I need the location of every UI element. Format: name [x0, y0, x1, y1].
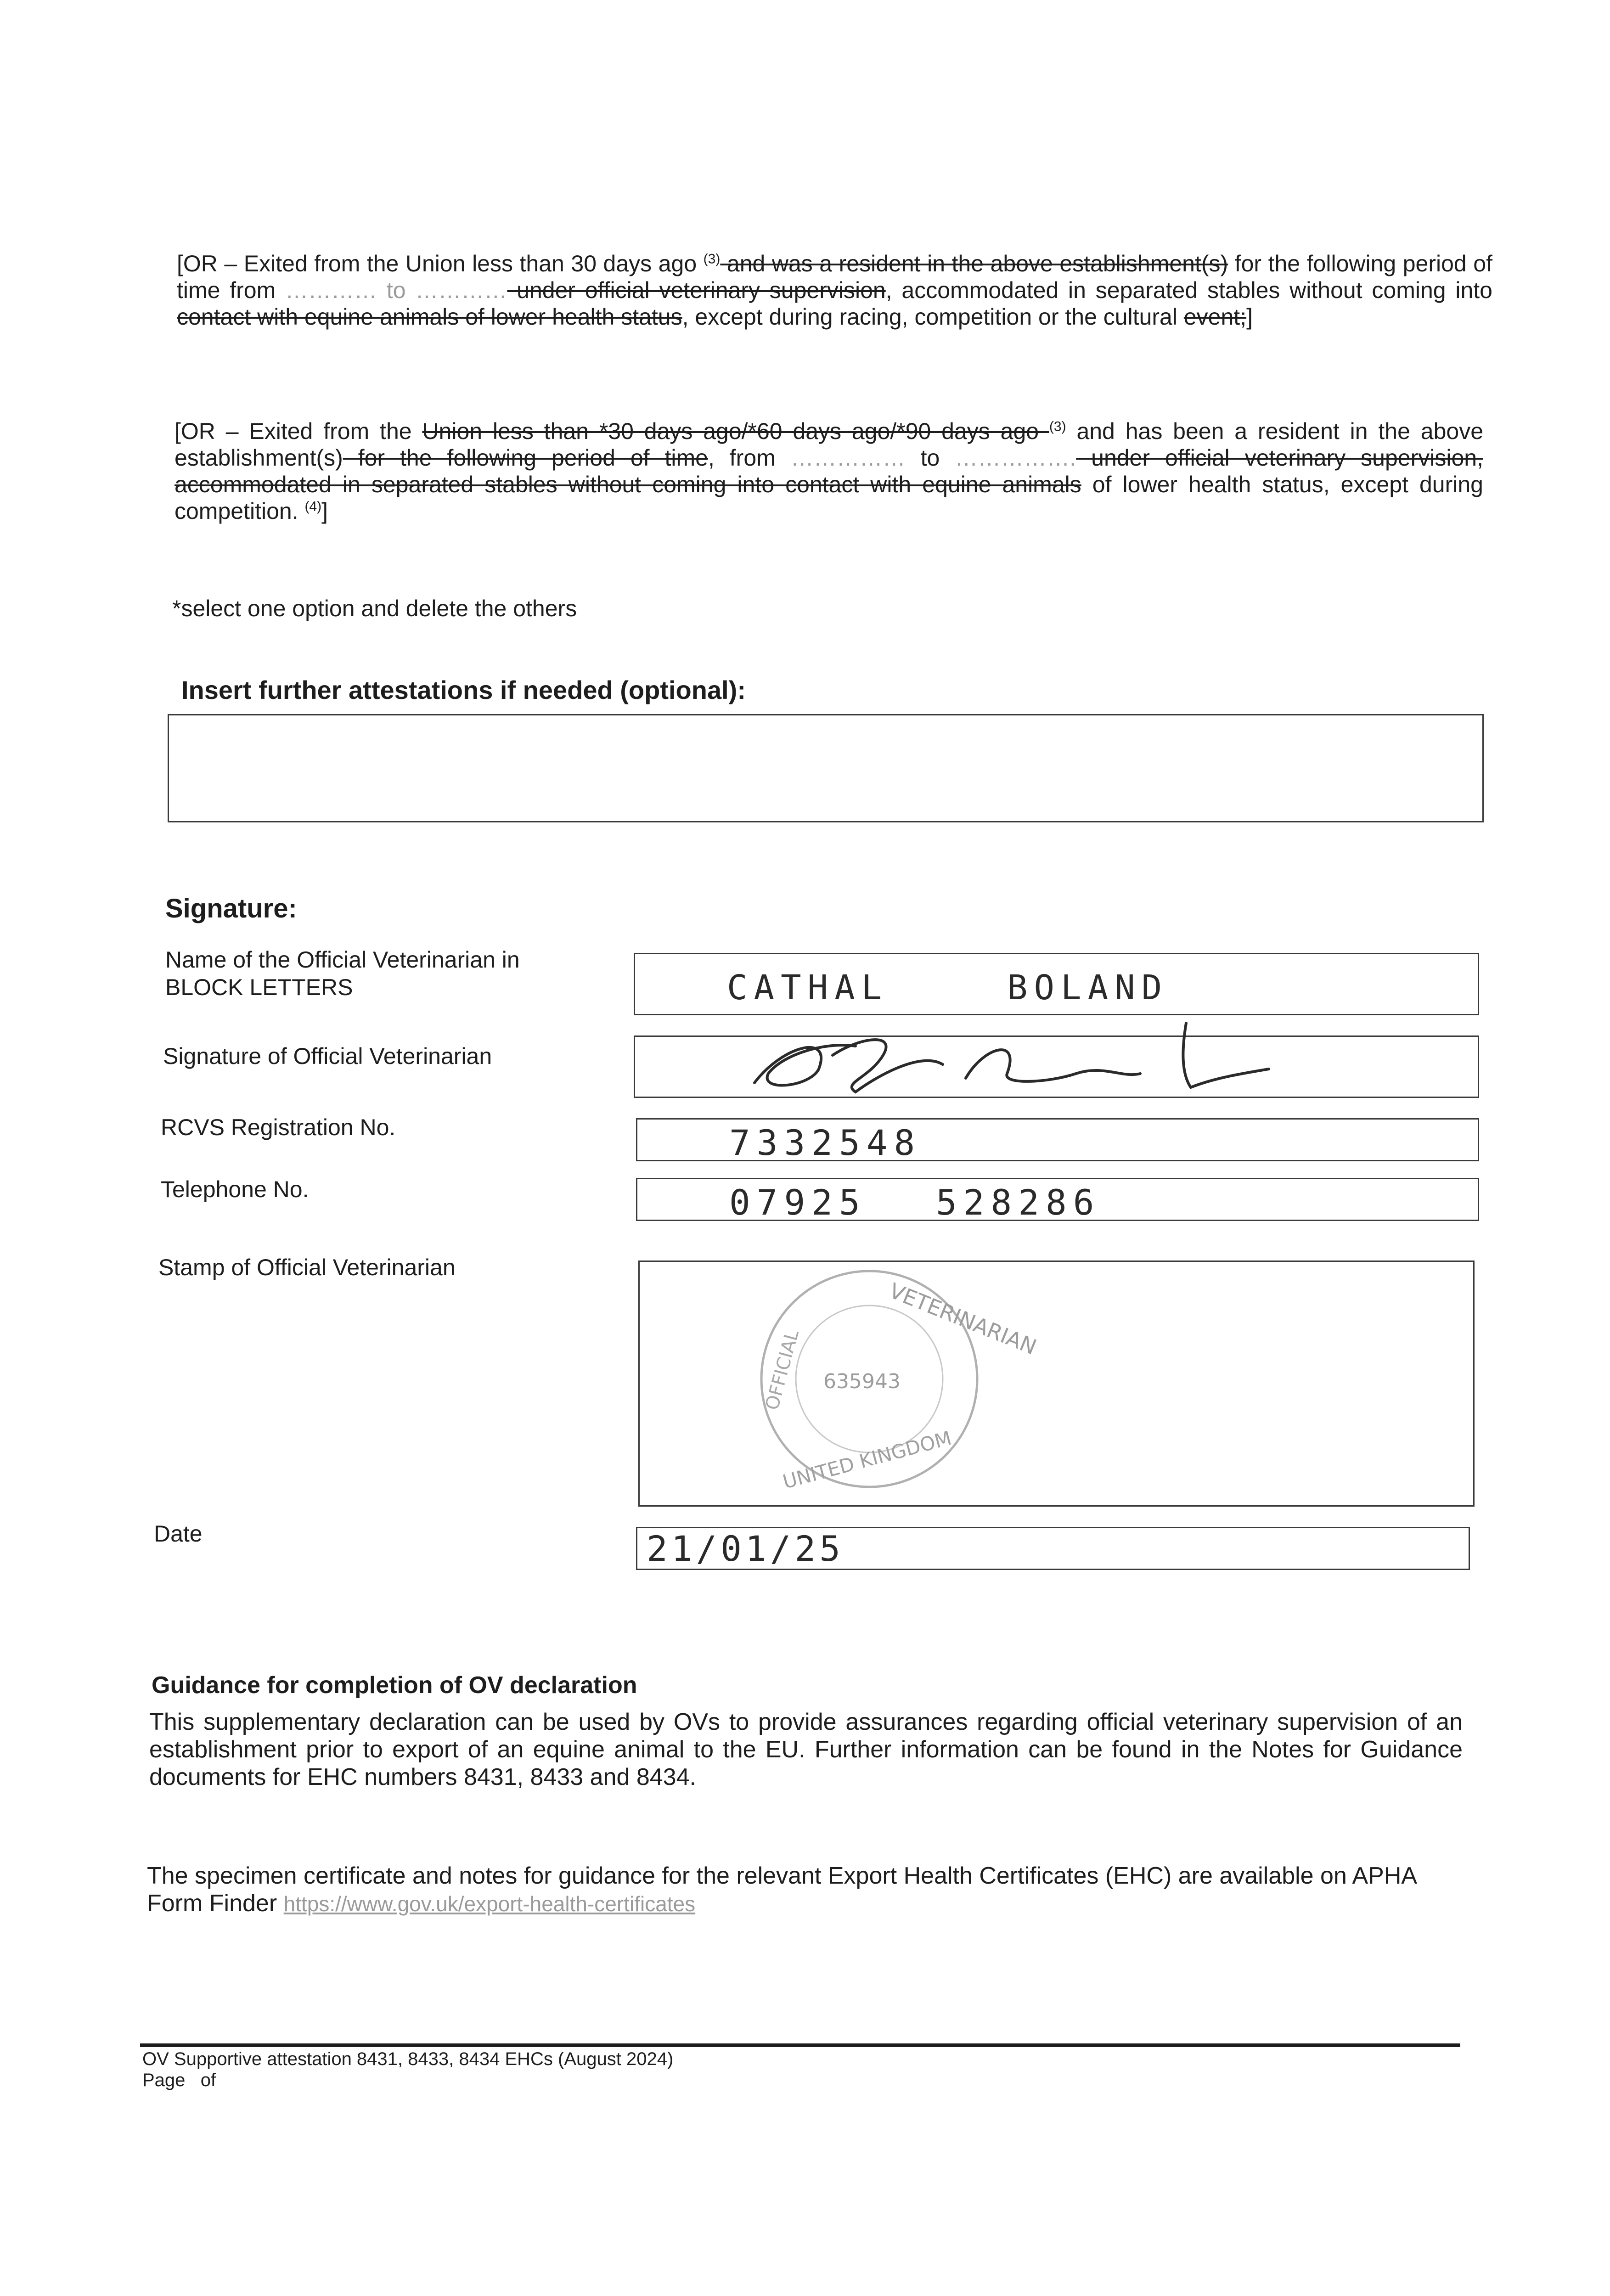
- further-attestations-heading: Insert further attestations if needed (optional):: [181, 675, 746, 704]
- option-b-end: of lower health status, except during competition.: [175, 472, 1483, 524]
- footnote-ref: (4): [304, 499, 322, 514]
- option-b-open: [OR – Exited from the: [175, 418, 422, 444]
- option-b-period: for the following period of time: [343, 445, 708, 471]
- option-b-to-dots: …………….: [955, 445, 1076, 471]
- option-a-contact: contact with equine animals of lower health status: [177, 304, 682, 330]
- name-value-last: BOLAND: [1007, 968, 1169, 1007]
- option-a-event: event;: [1183, 304, 1247, 330]
- stamp-top-text: VETERINARIAN: [885, 1278, 1040, 1360]
- stamp-label: Stamp of Official Veterinarian: [158, 1255, 456, 1280]
- rcvs-field[interactable]: [636, 1118, 1479, 1161]
- telephone-value-2: 528286: [936, 1182, 1101, 1223]
- option-a-ovs: under official veterinary supervision: [507, 277, 886, 303]
- guidance-heading: Guidance for completion of OV declaration: [152, 1672, 637, 1699]
- stamp-number: 635943: [823, 1370, 901, 1393]
- option-b-from: , from: [708, 445, 791, 471]
- date-field[interactable]: [636, 1527, 1470, 1570]
- option-b-resident: and has been a resident in the above establishment(s): [175, 418, 1484, 471]
- name-label-line-2: BLOCK LETTERS: [165, 974, 353, 1000]
- name-label: [165, 946, 520, 1001]
- option-a-period: for the following period of time from: [177, 251, 1492, 303]
- guidance-paragraph-2-text: The specimen certificate and notes for guidance for the relevant Export Health Certificates (EHC) are available on APHA Form Finder: [147, 1863, 1416, 1917]
- telephone-value-1: 07925: [729, 1182, 867, 1223]
- footer-line-1: OV Supportive attestation 8431, 8433, 8434 EHCs (August 2024): [142, 2049, 674, 2069]
- option-a-close: ]: [1246, 304, 1253, 330]
- stamp-field: [638, 1261, 1475, 1507]
- stamp-left-text: OFFICIAL: [761, 1328, 803, 1412]
- option-a-from-dots: …………: [285, 277, 377, 303]
- option-a-open: [OR – Exited from the: [177, 251, 405, 276]
- date-label: Date: [154, 1521, 203, 1547]
- option-a-days: 30 days ago: [571, 251, 704, 276]
- option-a-paragraph: [177, 250, 1492, 330]
- signature-field[interactable]: [634, 1035, 1479, 1098]
- option-b-union: Union less than: [422, 418, 599, 444]
- footer-line-2: Page of: [142, 2070, 216, 2090]
- footnote-ref: (3): [1049, 419, 1066, 434]
- option-a-end: , except during racing, competition or the cultural: [682, 304, 1184, 330]
- name-label-line-1: Name of the Official Veterinarian in: [165, 947, 520, 973]
- veterinarian-signature: [727, 1005, 1301, 1097]
- option-b-accom: , accommodated in separated stables without coming into contact with equine animals: [175, 445, 1483, 497]
- option-b-days: *30 days ago/*60 days ago/*90 days ago: [599, 418, 1049, 444]
- signature-heading: Signature:: [165, 894, 297, 923]
- option-a-to-dots: …………: [415, 277, 507, 303]
- rcvs-label: RCVS Registration No.: [161, 1114, 396, 1140]
- option-b-paragraph: [175, 418, 1483, 524]
- option-a-resident: and was a resident in the above establishment(s): [720, 251, 1228, 276]
- export-health-certificates-link[interactable]: https://www.gov.uk/export-health-certificates: [283, 1892, 696, 1916]
- option-b-to: to: [905, 445, 955, 471]
- telephone-field[interactable]: [636, 1178, 1479, 1221]
- footer-rule: [140, 2043, 1460, 2047]
- option-b-from-dots: ……………: [790, 445, 906, 471]
- option-a-to: to: [377, 277, 416, 303]
- further-attestations-field[interactable]: [168, 714, 1484, 822]
- option-b-ovs: under official veterinary supervision: [1076, 445, 1477, 471]
- date-value: 21/01/25: [647, 1528, 844, 1569]
- signature-label: Signature of Official Veterinarian: [163, 1043, 492, 1069]
- guidance-paragraph-1: This supplementary declaration can be used by OVs to provide assurances regarding official veterinary supervision of an establishment prior to export of an equine animal to the EU. Further information can be found in the Notes for Guidance documents for EHC numbers 8431, 8433 and 8434.: [149, 1709, 1463, 1790]
- stamp-bottom-text: UNITED KINGDOM: [780, 1426, 954, 1493]
- telephone-label: Telephone No.: [161, 1176, 309, 1202]
- option-b-close: ]: [321, 498, 328, 524]
- select-note: *select one option and delete the others: [172, 596, 577, 621]
- option-a-accom: , accommodated in separated stables without coming into: [885, 277, 1492, 303]
- option-a-union: Union less than: [405, 251, 571, 276]
- guidance-paragraph-2: [147, 1862, 1465, 1918]
- footnote-ref: (3): [703, 251, 721, 267]
- name-value-first: CATHAL: [727, 968, 889, 1007]
- official-stamp: [750, 1260, 1040, 1498]
- rcvs-value: 7332548: [729, 1122, 922, 1163]
